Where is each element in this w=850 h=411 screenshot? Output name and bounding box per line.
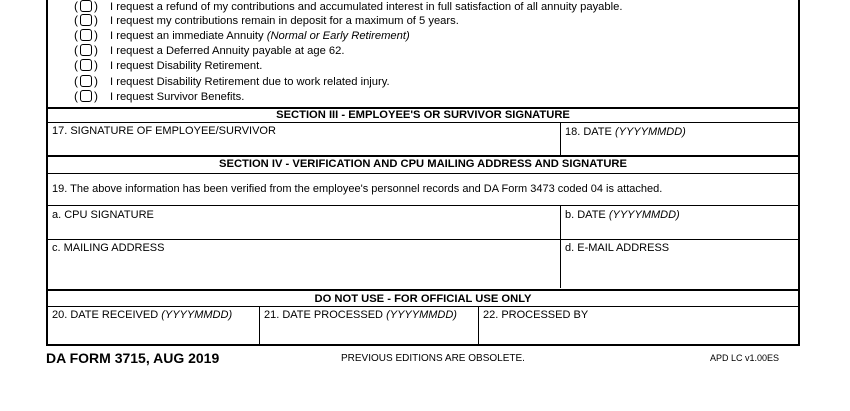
field-18-label: 18. DATE (YYYYMMDD) — [565, 126, 686, 138]
checkbox[interactable]: ( ) — [74, 0, 98, 13]
version-label: APD LC v1.00ES — [710, 353, 780, 363]
form-body: ( ) I request a refund of my contributions and accumulated interest in full satisfaction of all annuity payable. ( ) I request my contributions remain in deposit for a maximum of 5 years. ( ) I request an immediate Annuity (Normal or Early Retirement) ( ) I request a Deferred Annuity payable at age 62. ( ) I request Disability Retirement. ( ) I request Disability Retirement due to work related injury. ( ) I request Survivor Benefits. SECTION III - EMPLOYEE'S OR SURVIVOR SIGNATURE 17. SIGNATURE OF EMPLOYEE/SURVIVOR 18. DATE (YYYYMMDD) SECTION IV - VERIFICATION AND CPU MAILING ADDRESS AND SIGNATURE 19. The above information has been verified from the employee's personnel records and DA Form 3473 coded 04 is attached. a. CPU SIGNATURE b. DATE (YYYYMMDD) c. MAILING ADDRESS d. E-MAIL ADDRESS DO NOT USE - FOR OFFICIAL USE ONLY 20. DATE RECEIVED (YYYYMMDD) 21. DATE PROCESSED (YYYYMMDD) 22. PROCESSED BY — [46, 0, 800, 346]
checkbox[interactable]: ( ) — [74, 43, 98, 57]
checkbox[interactable]: ( ) — [74, 58, 98, 72]
date-b-field[interactable] — [561, 206, 799, 238]
checkbox[interactable]: ( ) — [74, 13, 98, 27]
field-c-label: c. MAILING ADDRESS — [52, 242, 165, 254]
official-use-title: DO NOT USE - FOR OFFICIAL USE ONLY — [314, 293, 532, 305]
field-b-label: b. DATE (YYYYMMDD) — [565, 209, 680, 221]
form-id: DA FORM 3715, AUG 2019 — [46, 350, 220, 366]
cpu-signature-field[interactable] — [48, 206, 559, 238]
obsolete-notice: PREVIOUS EDITIONS ARE OBSOLETE. — [341, 353, 525, 364]
checkbox[interactable]: ( ) — [74, 28, 98, 42]
field-d-label: d. E-MAIL ADDRESS — [565, 242, 670, 254]
field-19-text: 19. The above information has been verified from the employee's personnel records and DA Form 3473 coded 04 is attached. — [52, 183, 663, 195]
mailing-address-field[interactable] — [48, 240, 559, 287]
field-20-label: 20. DATE RECEIVED (YYYYMMDD) — [52, 309, 233, 321]
signature-employee-field[interactable] — [48, 123, 559, 154]
checkbox[interactable]: ( ) — [74, 89, 98, 103]
field-22-label: 22. PROCESSED BY — [483, 309, 589, 321]
field-17-label: 17. SIGNATURE OF EMPLOYEE/SURVIVOR — [52, 125, 276, 137]
date-18-field[interactable] — [561, 123, 799, 154]
section-3-title: SECTION III - EMPLOYEE'S OR SURVIVOR SIGNATURE — [276, 109, 570, 121]
email-address-field[interactable] — [561, 240, 799, 287]
section-4-title: SECTION IV - VERIFICATION AND CPU MAILING ADDRESS AND SIGNATURE — [219, 158, 627, 170]
field-21-label: 21. DATE PROCESSED (YYYYMMDD) — [264, 309, 457, 321]
checkbox[interactable]: ( ) — [74, 74, 98, 88]
field-a-label: a. CPU SIGNATURE — [52, 209, 154, 221]
